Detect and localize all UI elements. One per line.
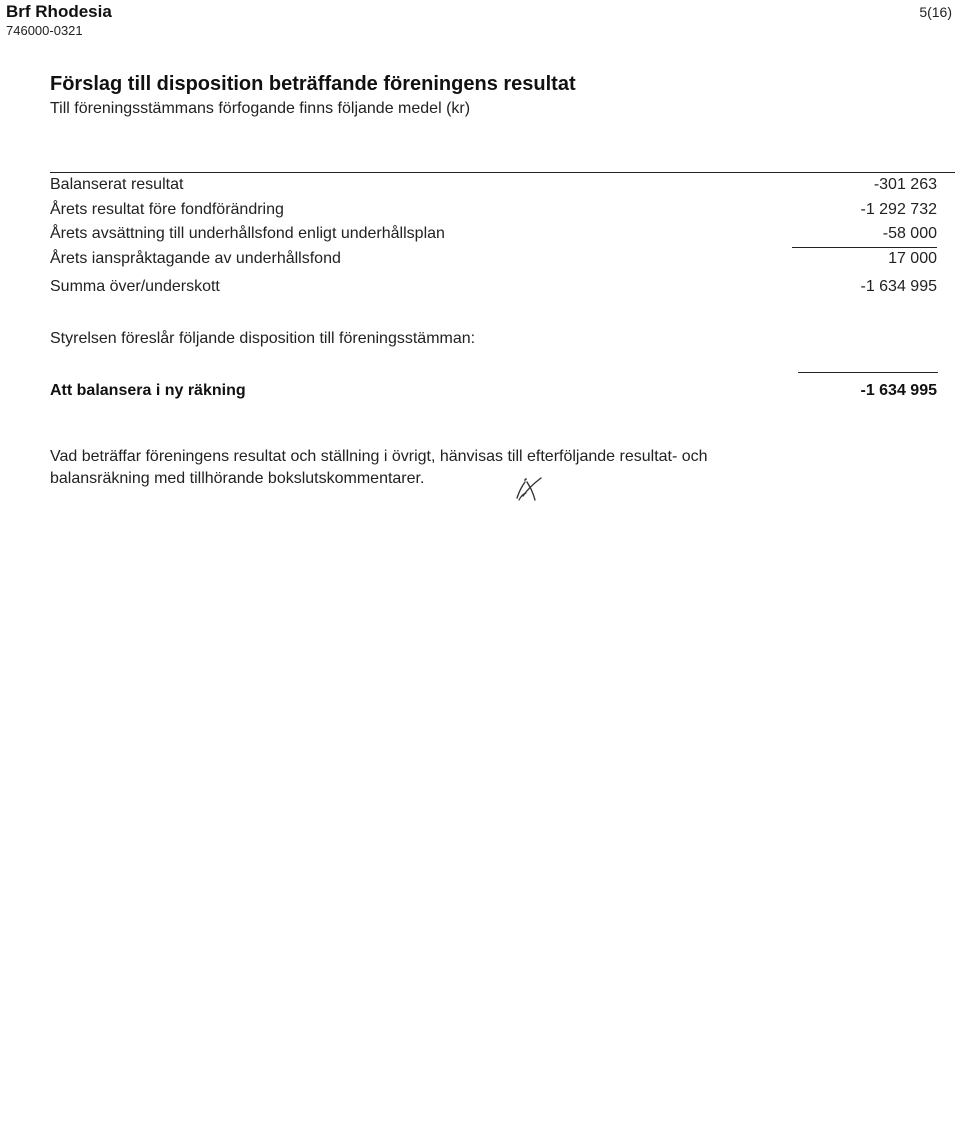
section-title: Förslag till disposition beträffande föreningens resultat — [50, 73, 576, 95]
table-row — [50, 250, 945, 275]
closing-text — [50, 446, 930, 490]
row-value: -58 000 — [882, 225, 937, 242]
table-top-rule — [50, 172, 955, 173]
table-row — [50, 201, 945, 226]
section-subtitle: Till föreningsstämmans förfogande finns följande medel (kr) — [50, 100, 471, 117]
closing-line-1: Vad beträffar föreningens resultat och ställning i övrigt, hänvisas till efterföljande resultat- och — [50, 448, 708, 465]
result-row — [50, 382, 937, 400]
row-value: -1 292 732 — [860, 200, 937, 218]
org-number: 746000-0321 — [6, 23, 83, 38]
result-table — [50, 172, 945, 303]
result-rule — [798, 372, 938, 373]
page-number: 5(16) — [919, 4, 952, 20]
row-label: Årets ianspråktagande av underhållsfond — [50, 249, 341, 267]
row-label: Årets avsättning till underhållsfond enligt underhållsplan — [50, 225, 445, 242]
row-label: Balanserat resultat — [50, 176, 184, 193]
sum-label: Summa över/underskott — [50, 278, 220, 295]
proposal-text: Styrelsen föreslår följande disposition till föreningsstämman: — [50, 330, 476, 347]
result-label: Att balansera i ny räkning — [50, 382, 246, 399]
sum-rule — [792, 247, 937, 248]
handwritten-initials-icon — [513, 472, 547, 504]
row-label: Årets resultat före fondförändring — [50, 200, 284, 218]
result-value: -1 634 995 — [860, 382, 937, 399]
closing-line-2: balansräkning med tillhörande bokslutskommentarer. — [50, 470, 425, 487]
row-value: 17 000 — [888, 249, 937, 267]
table-row — [50, 176, 945, 201]
sum-row — [50, 278, 945, 303]
sum-value: -1 634 995 — [860, 278, 937, 295]
row-value: -301 263 — [873, 176, 937, 193]
org-name: Brf Rhodesia — [6, 2, 112, 21]
